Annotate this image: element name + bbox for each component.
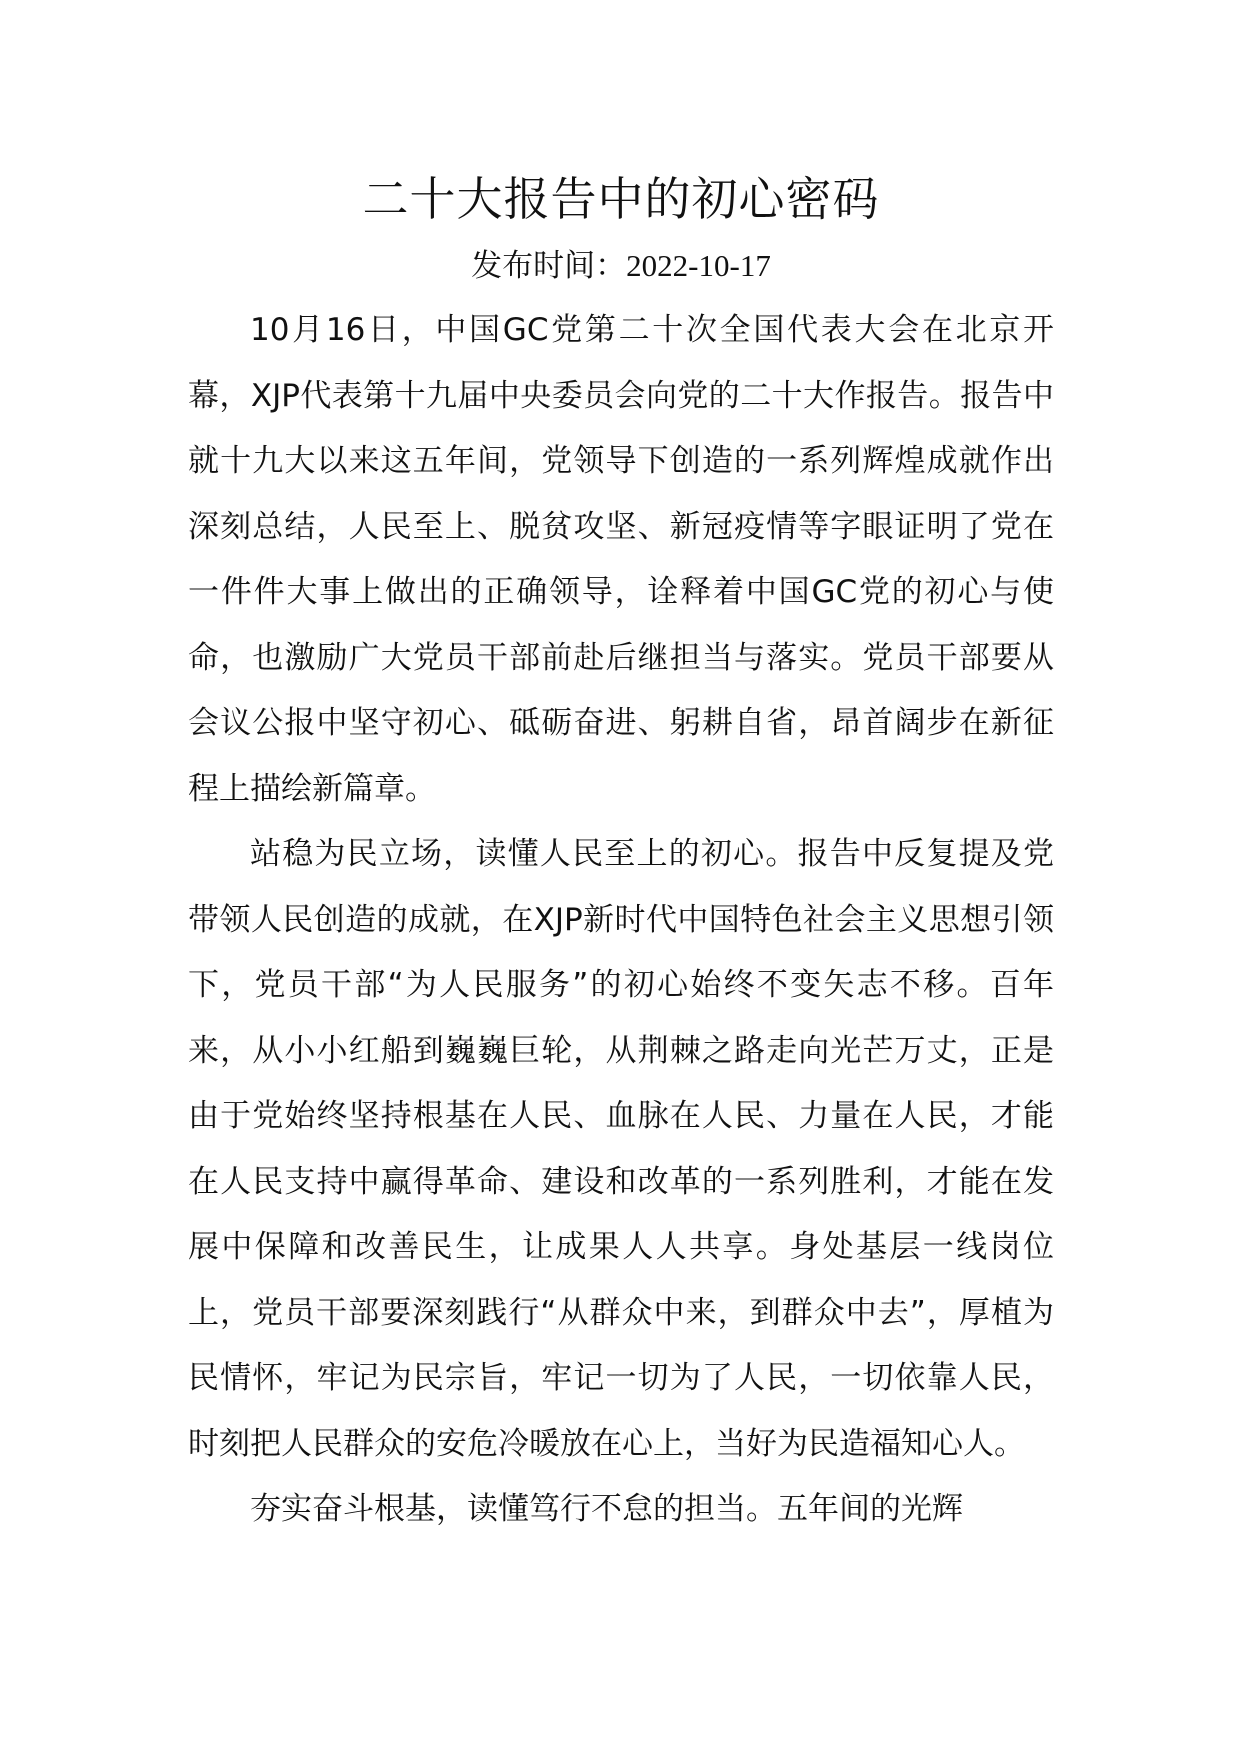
document-title: 二十大报告中的初心密码: [362, 172, 880, 226]
paragraph-3: 夯实奋斗根基，读懂笃行不怠的担当。五年间的光辉: [250, 1491, 963, 1527]
publish-date: [188, 234, 1054, 298]
publish-date-label: 发布时间：: [471, 248, 627, 284]
paragraph-2: 站稳为民立场，读懂人民至上的初心。报告中反复提及党带领人民创造的成就，在XJP新时代中国特色社会主义思想引领下，党员干部“为人民服务”的初心始终不变矢志不移。百年来，从小小红船到巍巍巨轮，从荆棘之路走向光芒万丈，正是由于党始终坚持根基在人民、血脉在人民、力量在人民，才能在人民支持中赢得革命、建设和改革的一系列胜利，才能在发展中保障和改善民生，让成果人人共享。身处基层一线岗位上，党员干部要深刻践行“从群众中来，到群众中去”，厚植为民情怀，牢记为民宗旨，牢记一切为了人民，一切依靠人民，时刻把人民群众的安危冷暖放在心上，当好为民造福知心人。: [188, 836, 1054, 1462]
document-page: [188, 164, 1054, 1543]
paragraph-1: 10月16日，中国GC党第二十次全国代表大会在北京开幕，XJP代表第十九届中央委员会向党的二十大作报告。报告中就十九大以来这五年间，党领导下创造的一系列辉煌成就作出深刻总结，人民至上、脱贫攻坚、新冠疫情等字眼证明了党在一件件大事上做出的正确领导，诠释着中国GC党的初心与使命，也激励广大党员干部前赴后继担当与落实。党员干部要从会议公报中坚守初心、砥砺奋进、躬耕自省，昂首阔步在新征程上描绘新篇章。: [188, 312, 1054, 807]
publish-date-value: 2022-10-17: [626, 248, 771, 283]
